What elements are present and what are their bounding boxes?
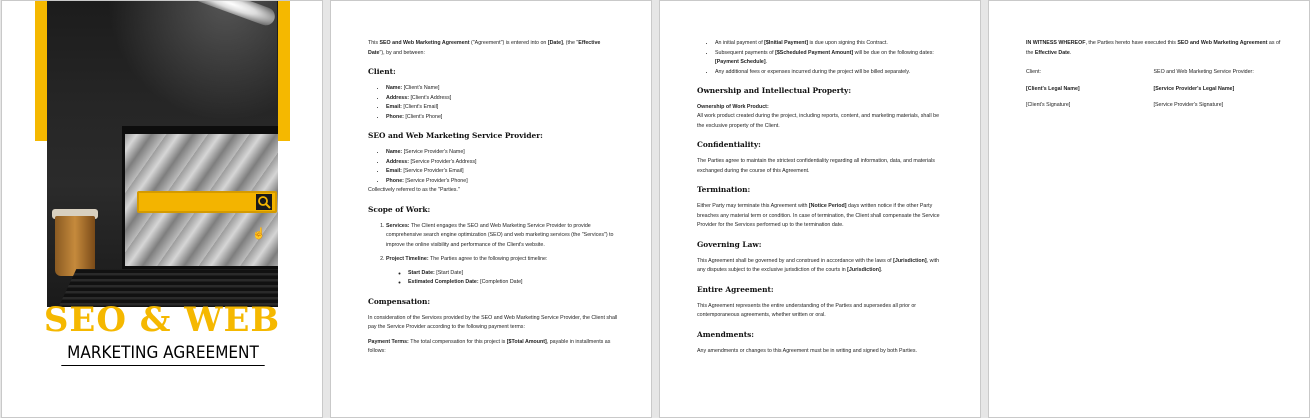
list-item: • An initial payment of [$Initial Payment] is due upon signing this Contract. <box>715 39 947 49</box>
page-2-content <box>368 39 618 362</box>
list-item: ◦ Estimated Completion Date: [Completion Date] <box>408 278 618 288</box>
client-signature: [Client's Signature] <box>1026 102 1071 108</box>
list-item: ◦ Start Date: [Start Date] <box>408 269 618 279</box>
scope-list <box>368 222 618 288</box>
cover-title: SEO & WEB <box>43 300 281 340</box>
client-legal-name: [Client's Legal Name] <box>1026 85 1080 92</box>
page-3 <box>659 0 981 418</box>
entire-agreement-text: This Agreement represents the entire understanding of the Parties and supersedes all prior or contemporaneous agreements, whether written or oral. <box>697 302 917 318</box>
search-icon <box>256 194 272 210</box>
list-item: • Name: [Service Provider's Name] <box>386 148 618 158</box>
list-item: • Email: [Service Provider's Email] <box>386 167 618 177</box>
compensation-text: In consideration of the Services provided by the SEO and Web Marketing Service Provider, the Client shall pay the Service Provider according to the following payment terms: <box>368 314 618 330</box>
ownership-heading: Ownership and Intellectual Property: <box>697 86 852 95</box>
list-item: • Any additional fees or expenses incurred during the project will be billed separately. <box>715 68 947 78</box>
list-item: • Phone: [Service Provider's Phone] <box>386 177 618 187</box>
governing-law-heading: Governing Law: <box>697 239 762 249</box>
page-4-content <box>1026 39 1281 118</box>
payment-terms: Payment Terms: The total compensation for this project is [$Total Amount], payable in installments as follows: <box>368 338 611 354</box>
compensation-heading: Compensation: <box>368 296 431 306</box>
intro-paragraph: This SEO and Web Marketing Agreement ("Agreement") is entered into on [Date], (the "Effective Date"), by and between: <box>368 40 601 56</box>
client-details-list <box>368 84 618 122</box>
confidentiality-text: The Parties agree to maintain the strictest confidentiality regarding all information, data, and materials exchanged during the course of this Agreement. <box>697 158 935 174</box>
accent-bar-left <box>35 1 47 141</box>
list-item: • Address: [Client's Address] <box>386 94 618 104</box>
termination-heading: Termination: <box>697 185 751 194</box>
witness-paragraph: IN WITNESS WHEREOF, the Parties hereto have executed this SEO and Web Marketing Agreement as of the Effective Date. <box>1026 40 1281 56</box>
signatures-row <box>1026 101 1281 111</box>
cover-subtitle: MARKETING AGREEMENT <box>61 342 264 366</box>
client-heading: Client: <box>368 67 396 76</box>
provider-signature: [Service Provider's Signature] <box>1153 102 1224 108</box>
signature-labels-row <box>1026 68 1281 78</box>
confidentiality-heading: Confidentiality: <box>697 140 761 149</box>
list-item: • Name: [Client's Name] <box>386 84 618 94</box>
page-3-content <box>697 39 947 361</box>
cover-photo <box>47 1 278 307</box>
client-label: Client: <box>1026 69 1042 75</box>
provider-label: SEO and Web Marketing Service Provider: <box>1153 69 1254 75</box>
list-item: • Subsequent payments of [$Scheduled Payment Amount] will be due on the following dates: [Payment Schedule]. <box>715 49 947 68</box>
list-item: • Address: [Service Provider's Address] <box>386 158 618 168</box>
amendments-text: Any amendments or changes to this Agreement must be in writing and signed by both Parties. <box>697 347 917 354</box>
cover-page <box>1 0 323 418</box>
governing-law-text: This Agreement shall be governed by and construed in accordance with the laws of [Jurisdiction], with any disputes subject to the exclusive jurisdiction of the courts in [Jurisdiction]. <box>697 257 940 273</box>
list-item: • Email: [Client's Email] <box>386 103 618 113</box>
accent-bar-right <box>278 1 290 141</box>
provider-legal-name: [Service Provider's Legal Name] <box>1153 85 1235 92</box>
list-item: • Phone: [Client's Phone] <box>386 113 618 123</box>
page-2 <box>330 0 652 418</box>
timeline-list <box>386 269 618 288</box>
ownership-text: All work product created during the project, including reports, content, and marketing materials, shall be the exclusive property of the Client. <box>697 113 940 129</box>
parties-note: Collectively referred to as the "Parties." <box>368 187 460 193</box>
hand-cursor-icon: ☝ <box>252 228 266 240</box>
amendments-heading: Amendments: <box>697 329 754 339</box>
scope-heading: Scope of Work: <box>368 204 431 214</box>
search-bar-graphic <box>137 191 277 213</box>
payment-installments-list <box>697 39 947 77</box>
ownership-subheading: Ownership of Work Product: <box>697 104 769 110</box>
provider-heading: SEO and Web Marketing Service Provider: <box>368 131 543 140</box>
termination-text: Either Party may terminate this Agreement with [Notice Period] days written notice if the other Party breaches any material term or condition. In case of termination, the Client shall compensate the Service Provider for the Services performed up to the termination date. <box>697 203 940 228</box>
list-item: 1. Services: The Client engages the SEO and Web Marketing Service Provider to provide comprehensive search engine optimization (SEO) and web marketing services (the "Services") to improve the online visibility and performance of the Client's website. <box>386 222 618 251</box>
page-4 <box>988 0 1310 418</box>
coffee-cup <box>55 216 95 276</box>
entire-agreement-heading: Entire Agreement: <box>697 284 774 294</box>
list-item: 2. Project Timeline: The Parties agree to the following project timeline: ◦ Start Date: [Start Date] ◦ Estimated Completion Date: [Completion Date] <box>386 255 618 288</box>
provider-details-list <box>368 148 618 186</box>
legal-names-row <box>1026 85 1281 95</box>
